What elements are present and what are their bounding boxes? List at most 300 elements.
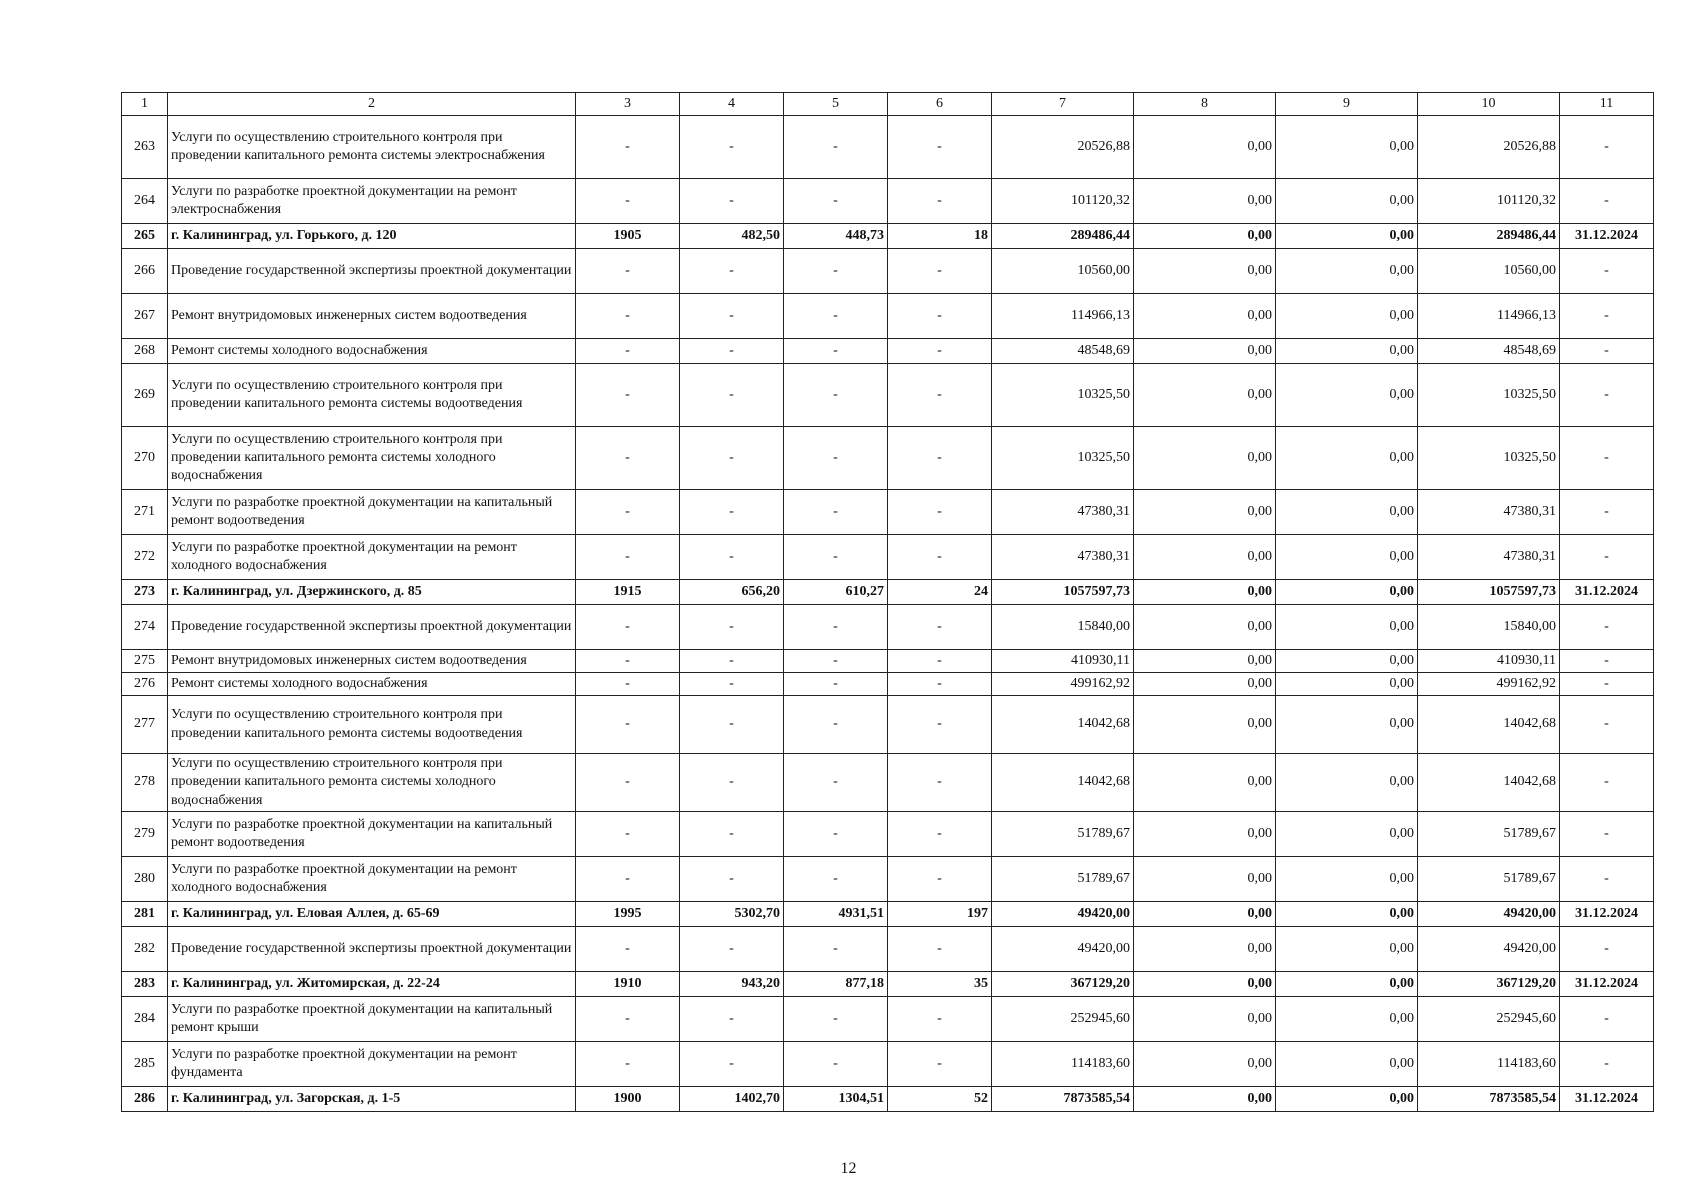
residents-cell: - [888,650,992,673]
address-row [122,224,1654,249]
row-number: 267 [122,294,168,339]
residents-cell: - [888,812,992,857]
residents-cell: 35 [888,972,992,997]
deadline-cell: - [1560,696,1654,754]
total-cost-cell: 47380,31 [992,535,1134,580]
total-cost-cell: 252945,60 [992,997,1134,1042]
deadline-cell: - [1560,490,1654,535]
total-area-cell: - [680,997,784,1042]
work-row [122,249,1654,294]
work-row [122,490,1654,535]
year-cell: 1995 [576,902,680,927]
row-number: 275 [122,650,168,673]
total-area-cell: - [680,490,784,535]
residents-cell: - [888,249,992,294]
cost-col9-cell: 0,00 [1276,339,1418,364]
cost-col10-cell: 10325,50 [1418,427,1560,490]
work-row [122,754,1654,812]
cost-col9-cell: 0,00 [1276,1042,1418,1087]
deadline-cell: - [1560,116,1654,179]
row-number: 274 [122,605,168,650]
total-area-cell: 656,20 [680,580,784,605]
total-area-cell: - [680,927,784,972]
residents-cell: - [888,364,992,427]
cost-col9-cell: 0,00 [1276,535,1418,580]
total-area-cell: - [680,364,784,427]
deadline-cell: - [1560,535,1654,580]
column-number: 1 [122,93,168,116]
cost-col9-cell: 0,00 [1276,116,1418,179]
cost-col9-cell: 0,00 [1276,490,1418,535]
cost-col9-cell: 0,00 [1276,224,1418,249]
cost-col10-cell: 367129,20 [1418,972,1560,997]
deadline-cell: - [1560,857,1654,902]
address-row [122,580,1654,605]
year-cell: - [576,179,680,224]
total-cost-cell: 49420,00 [992,927,1134,972]
work-description: Услуги по разработке проектной документации на ремонт холодного водоснабжения [168,857,576,902]
deadline-cell: - [1560,1042,1654,1087]
deadline-cell: 31.12.2024 [1560,224,1654,249]
work-row [122,673,1654,696]
year-cell: - [576,294,680,339]
deadline-cell: - [1560,179,1654,224]
living-area-cell: - [784,535,888,580]
cost-col10-cell: 7873585,54 [1418,1087,1560,1112]
deadline-cell: - [1560,339,1654,364]
work-description: Услуги по разработке проектной документации на капитальный ремонт водоотведения [168,812,576,857]
living-area-cell: - [784,294,888,339]
total-cost-cell: 49420,00 [992,902,1134,927]
living-area-cell: - [784,812,888,857]
deadline-cell: - [1560,812,1654,857]
row-number: 264 [122,179,168,224]
cost-col9-cell: 0,00 [1276,696,1418,754]
year-cell: - [576,1042,680,1087]
total-area-cell: - [680,812,784,857]
cost-col8-cell: 0,00 [1134,673,1276,696]
row-number: 272 [122,535,168,580]
column-number: 11 [1560,93,1654,116]
cost-col8-cell: 0,00 [1134,490,1276,535]
cost-col10-cell: 410930,11 [1418,650,1560,673]
cost-col8-cell: 0,00 [1134,754,1276,812]
year-cell: 1910 [576,972,680,997]
work-row [122,427,1654,490]
living-area-cell: - [784,1042,888,1087]
column-number: 5 [784,93,888,116]
cost-col10-cell: 101120,32 [1418,179,1560,224]
work-description: г. Калининград, ул. Горького, д. 120 [168,224,576,249]
total-area-cell: - [680,116,784,179]
year-cell: 1915 [576,580,680,605]
total-area-cell: - [680,673,784,696]
cost-col9-cell: 0,00 [1276,249,1418,294]
row-number: 285 [122,1042,168,1087]
cost-col8-cell: 0,00 [1134,1042,1276,1087]
row-number: 276 [122,673,168,696]
living-area-cell: 877,18 [784,972,888,997]
cost-col9-cell: 0,00 [1276,754,1418,812]
total-cost-cell: 114966,13 [992,294,1134,339]
cost-col9-cell: 0,00 [1276,673,1418,696]
address-row [122,902,1654,927]
living-area-cell: 1304,51 [784,1087,888,1112]
cost-col9-cell: 0,00 [1276,857,1418,902]
column-number: 2 [168,93,576,116]
cost-col8-cell: 0,00 [1134,997,1276,1042]
year-cell: - [576,364,680,427]
total-cost-cell: 289486,44 [992,224,1134,249]
deadline-cell: - [1560,997,1654,1042]
residents-cell: - [888,927,992,972]
cost-col9-cell: 0,00 [1276,294,1418,339]
deadline-cell: - [1560,364,1654,427]
living-area-cell: - [784,364,888,427]
residents-cell: - [888,1042,992,1087]
row-number: 278 [122,754,168,812]
row-number: 270 [122,427,168,490]
year-cell: - [576,116,680,179]
column-number: 9 [1276,93,1418,116]
cost-col8-cell: 0,00 [1134,902,1276,927]
residents-cell: - [888,754,992,812]
year-cell: - [576,605,680,650]
address-row [122,972,1654,997]
total-cost-cell: 7873585,54 [992,1087,1134,1112]
deadline-cell: - [1560,754,1654,812]
total-cost-cell: 410930,11 [992,650,1134,673]
cost-col9-cell: 0,00 [1276,1087,1418,1112]
total-cost-cell: 499162,92 [992,673,1134,696]
residents-cell: - [888,857,992,902]
work-description: г. Калининград, ул. Загорская, д. 1-5 [168,1087,576,1112]
work-row [122,650,1654,673]
work-description: Ремонт системы холодного водоснабжения [168,673,576,696]
deadline-cell: - [1560,927,1654,972]
year-cell: 1905 [576,224,680,249]
living-area-cell: 4931,51 [784,902,888,927]
row-number: 283 [122,972,168,997]
cost-col8-cell: 0,00 [1134,696,1276,754]
living-area-cell: - [784,605,888,650]
year-cell: - [576,754,680,812]
deadline-cell: 31.12.2024 [1560,902,1654,927]
work-description: Ремонт системы холодного водоснабжения [168,339,576,364]
cost-col9-cell: 0,00 [1276,364,1418,427]
column-number: 6 [888,93,992,116]
living-area-cell: 448,73 [784,224,888,249]
cost-col9-cell: 0,00 [1276,605,1418,650]
cost-col9-cell: 0,00 [1276,972,1418,997]
cost-col10-cell: 15840,00 [1418,605,1560,650]
living-area-cell: - [784,650,888,673]
cost-col8-cell: 0,00 [1134,580,1276,605]
cost-col9-cell: 0,00 [1276,997,1418,1042]
address-row [122,1087,1654,1112]
living-area-cell: - [784,490,888,535]
page-number: 12 [840,1160,857,1177]
work-description: Услуги по разработке проектной документации на капитальный ремонт водоотведения [168,490,576,535]
total-area-cell: - [680,535,784,580]
residents-cell: 18 [888,224,992,249]
cost-col8-cell: 0,00 [1134,650,1276,673]
work-row [122,116,1654,179]
work-row [122,857,1654,902]
year-cell: - [576,997,680,1042]
living-area-cell: - [784,339,888,364]
deadline-cell: 31.12.2024 [1560,1087,1654,1112]
cost-col8-cell: 0,00 [1134,224,1276,249]
total-cost-cell: 10325,50 [992,364,1134,427]
cost-col10-cell: 14042,68 [1418,696,1560,754]
deadline-cell: - [1560,650,1654,673]
work-description: г. Калининград, ул. Еловая Аллея, д. 65-69 [168,902,576,927]
total-cost-cell: 48548,69 [992,339,1134,364]
residents-cell: - [888,673,992,696]
cost-col10-cell: 51789,67 [1418,812,1560,857]
total-cost-cell: 47380,31 [992,490,1134,535]
total-cost-cell: 14042,68 [992,754,1134,812]
year-cell: - [576,490,680,535]
work-description: Услуги по осуществлению строительного контроля при проведении капитального ремонта системы водоотведения [168,364,576,427]
row-number: 271 [122,490,168,535]
row-number: 277 [122,696,168,754]
living-area-cell: 610,27 [784,580,888,605]
cost-col8-cell: 0,00 [1134,535,1276,580]
cost-col8-cell: 0,00 [1134,427,1276,490]
work-description: г. Калининград, ул. Житомирская, д. 22-24 [168,972,576,997]
column-number-row [122,93,1654,116]
living-area-cell: - [784,179,888,224]
cost-col10-cell: 49420,00 [1418,927,1560,972]
work-description: Услуги по разработке проектной документации на капитальный ремонт крыши [168,997,576,1042]
work-row [122,1042,1654,1087]
work-description: Услуги по осуществлению строительного контроля при проведении капитального ремонта системы электроснабжения [168,116,576,179]
row-number: 266 [122,249,168,294]
deadline-cell: - [1560,605,1654,650]
residents-cell: - [888,490,992,535]
living-area-cell: - [784,427,888,490]
total-cost-cell: 101120,32 [992,179,1134,224]
work-row [122,927,1654,972]
total-cost-cell: 51789,67 [992,812,1134,857]
residents-cell: - [888,179,992,224]
work-description: Ремонт внутридомовых инженерных систем водоотведения [168,650,576,673]
work-description: Услуги по осуществлению строительного контроля при проведении капитального ремонта системы холодного водоснабжения [168,754,576,812]
year-cell: - [576,696,680,754]
work-row [122,179,1654,224]
cost-col8-cell: 0,00 [1134,605,1276,650]
residents-cell: - [888,696,992,754]
cost-col10-cell: 10325,50 [1418,364,1560,427]
cost-col10-cell: 289486,44 [1418,224,1560,249]
year-cell: - [576,812,680,857]
residents-cell: - [888,116,992,179]
work-description: Услуги по разработке проектной документации на ремонт фундамента [168,1042,576,1087]
column-number: 3 [576,93,680,116]
year-cell: - [576,427,680,490]
deadline-cell: - [1560,294,1654,339]
work-description: Услуги по осуществлению строительного контроля при проведении капитального ремонта системы холодного водоснабжения [168,427,576,490]
total-cost-cell: 10560,00 [992,249,1134,294]
work-row [122,997,1654,1042]
work-description: Услуги по разработке проектной документации на ремонт холодного водоснабжения [168,535,576,580]
work-description: Услуги по разработке проектной документации на ремонт электроснабжения [168,179,576,224]
row-number: 284 [122,997,168,1042]
work-row [122,812,1654,857]
deadline-cell: 31.12.2024 [1560,972,1654,997]
cost-col10-cell: 49420,00 [1418,902,1560,927]
deadline-cell: - [1560,249,1654,294]
column-number: 7 [992,93,1134,116]
row-number: 286 [122,1087,168,1112]
work-description: г. Калининград, ул. Дзержинского, д. 85 [168,580,576,605]
residents-cell: 52 [888,1087,992,1112]
column-number: 10 [1418,93,1560,116]
cost-col9-cell: 0,00 [1276,179,1418,224]
total-area-cell: - [680,650,784,673]
total-area-cell: - [680,696,784,754]
cost-col8-cell: 0,00 [1134,972,1276,997]
year-cell: - [576,927,680,972]
living-area-cell: - [784,997,888,1042]
total-area-cell: - [680,857,784,902]
cost-col10-cell: 20526,88 [1418,116,1560,179]
cost-col9-cell: 0,00 [1276,580,1418,605]
residents-cell: - [888,427,992,490]
cost-col8-cell: 0,00 [1134,364,1276,427]
year-cell: - [576,535,680,580]
total-cost-cell: 10325,50 [992,427,1134,490]
deadline-cell: 31.12.2024 [1560,580,1654,605]
year-cell: - [576,249,680,294]
total-cost-cell: 51789,67 [992,857,1134,902]
year-cell: - [576,857,680,902]
cost-col10-cell: 51789,67 [1418,857,1560,902]
total-area-cell: 482,50 [680,224,784,249]
total-cost-cell: 15840,00 [992,605,1134,650]
cost-col8-cell: 0,00 [1134,857,1276,902]
residents-cell: - [888,605,992,650]
work-description: Проведение государственной экспертизы проектной документации [168,249,576,294]
total-area-cell: - [680,294,784,339]
living-area-cell: - [784,673,888,696]
cost-col10-cell: 47380,31 [1418,535,1560,580]
cost-col9-cell: 0,00 [1276,812,1418,857]
total-cost-cell: 1057597,73 [992,580,1134,605]
residents-cell: 24 [888,580,992,605]
cost-col9-cell: 0,00 [1276,650,1418,673]
work-row [122,364,1654,427]
row-number: 268 [122,339,168,364]
work-description: Проведение государственной экспертизы проектной документации [168,927,576,972]
work-row [122,605,1654,650]
cost-col10-cell: 47380,31 [1418,490,1560,535]
cost-col10-cell: 114966,13 [1418,294,1560,339]
total-area-cell: - [680,605,784,650]
year-cell: - [576,650,680,673]
total-area-cell: - [680,249,784,294]
cost-col8-cell: 0,00 [1134,812,1276,857]
column-number: 4 [680,93,784,116]
work-row [122,294,1654,339]
row-number: 263 [122,116,168,179]
cost-col10-cell: 114183,60 [1418,1042,1560,1087]
total-area-cell: 5302,70 [680,902,784,927]
work-row [122,696,1654,754]
work-row [122,339,1654,364]
living-area-cell: - [784,249,888,294]
living-area-cell: - [784,696,888,754]
cost-col8-cell: 0,00 [1134,179,1276,224]
cost-col8-cell: 0,00 [1134,927,1276,972]
residents-cell: - [888,997,992,1042]
cost-col10-cell: 14042,68 [1418,754,1560,812]
total-area-cell: 1402,70 [680,1087,784,1112]
total-area-cell: - [680,1042,784,1087]
cost-col10-cell: 1057597,73 [1418,580,1560,605]
row-number: 279 [122,812,168,857]
living-area-cell: - [784,116,888,179]
living-area-cell: - [784,857,888,902]
row-number: 280 [122,857,168,902]
total-cost-cell: 20526,88 [992,116,1134,179]
residents-cell: - [888,535,992,580]
cost-col8-cell: 0,00 [1134,294,1276,339]
cost-col8-cell: 0,00 [1134,249,1276,294]
total-area-cell: - [680,754,784,812]
column-number: 8 [1134,93,1276,116]
cost-col10-cell: 252945,60 [1418,997,1560,1042]
cost-col9-cell: 0,00 [1276,927,1418,972]
row-number: 269 [122,364,168,427]
total-area-cell: - [680,339,784,364]
deadline-cell: - [1560,673,1654,696]
row-number: 273 [122,580,168,605]
row-number: 281 [122,902,168,927]
work-description: Ремонт внутридомовых инженерных систем водоотведения [168,294,576,339]
work-row [122,535,1654,580]
total-area-cell: - [680,427,784,490]
work-description: Проведение государственной экспертизы проектной документации [168,605,576,650]
row-number: 282 [122,927,168,972]
work-description: Услуги по осуществлению строительного контроля при проведении капитального ремонта системы водоотведения [168,696,576,754]
repair-program-table [121,92,1654,1112]
cost-col10-cell: 48548,69 [1418,339,1560,364]
living-area-cell: - [784,754,888,812]
total-area-cell: - [680,179,784,224]
year-cell: - [576,339,680,364]
cost-col8-cell: 0,00 [1134,339,1276,364]
residents-cell: - [888,339,992,364]
residents-cell: 197 [888,902,992,927]
cost-col9-cell: 0,00 [1276,902,1418,927]
row-number: 265 [122,224,168,249]
total-cost-cell: 14042,68 [992,696,1134,754]
residents-cell: - [888,294,992,339]
cost-col8-cell: 0,00 [1134,116,1276,179]
total-cost-cell: 367129,20 [992,972,1134,997]
total-cost-cell: 114183,60 [992,1042,1134,1087]
living-area-cell: - [784,927,888,972]
cost-col10-cell: 499162,92 [1418,673,1560,696]
total-area-cell: 943,20 [680,972,784,997]
year-cell: - [576,673,680,696]
deadline-cell: - [1560,427,1654,490]
year-cell: 1900 [576,1087,680,1112]
cost-col9-cell: 0,00 [1276,427,1418,490]
